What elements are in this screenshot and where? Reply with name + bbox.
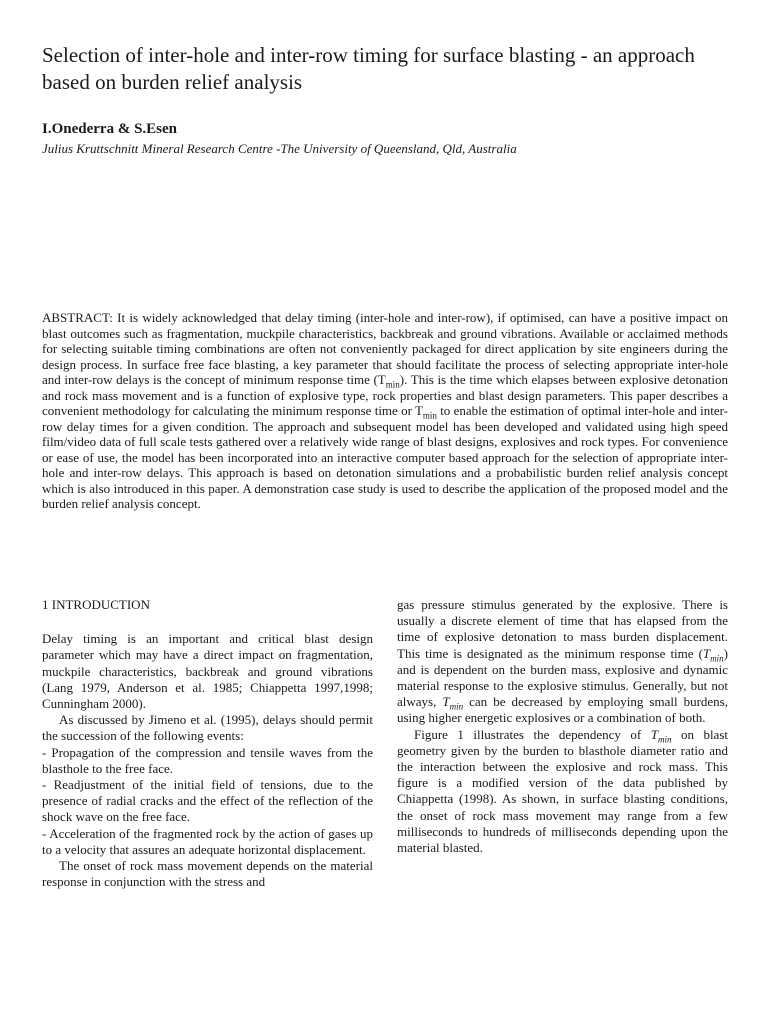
text-run: ) and is dependent on the burden mass, explosive and dynamic material response to the explosive stimulus. Generally, but not always, bbox=[397, 645, 728, 710]
intro-paragraph bbox=[397, 727, 728, 857]
tmin-subscript: min bbox=[710, 653, 724, 664]
event-list-item: - Acceleration of the fragmented rock by the action of gases up to a velocity that assures an adequate horizontal displacement. bbox=[42, 825, 373, 857]
tmin-subscript: min bbox=[385, 379, 400, 390]
paper-title: Selection of inter-hole and inter-row timing for surface blasting - an approach based on burden relief analysis bbox=[42, 43, 695, 94]
intro-paragraph bbox=[397, 597, 728, 727]
column-left bbox=[42, 597, 373, 890]
tmin-symbol bbox=[702, 645, 724, 664]
section-heading: 1 INTRODUCTION bbox=[42, 597, 150, 612]
paper-authors: I.Onederra & S.Esen bbox=[42, 121, 177, 137]
tmin-letter: T bbox=[702, 645, 711, 661]
text-run: can be decreased by employing small burdens, using higher energetic explosives or a combination of both. bbox=[397, 694, 728, 726]
text-run: on blast geometry given by the burden to blasthole diameter ratio and the interaction between the explosive and rock mass. This figure is a modified version of the data published by Chiappetta (1998). As shown, in surface blasting conditions, the onset of rock mass movement may range from a few milliseconds to hundreds of milliseconds depending upon the material blasted. bbox=[397, 726, 729, 856]
abstract-part-3: to enable the estimation of optimal inter-hole and inter-row delay times for a given condition. The approach and subsequent model has been developed and validated using high speed film/video data of full scale tests gathered over a relatively wide range of blast designs, explosives and rock types. For convenience or ease of use, the model has been incorporated into an interactive computer based approach for the selection of appropriate inter-hole and inter-row delays. This approach is based on detonation simulations and a probabilistic burden relief analysis concept which is also introduced in this paper. A demonstration case study is used to describe the application of the proposed model and the burden relief analysis concept. bbox=[42, 403, 728, 511]
tmin-symbol bbox=[442, 694, 464, 712]
event-list-item: - Readjustment of the initial field of tensions, due to the presence of radial cracks and the effect of the reflection of the shock wave on the free face. bbox=[42, 777, 373, 825]
abstract bbox=[42, 310, 728, 512]
tmin-subscript: min bbox=[657, 734, 672, 745]
abstract-part-2: ). This is the time which elapses between explosive detonation and rock mass movement and is a function of explosive type, rock properties and blast design parameters. This paper describes a convenient methodology for calculating the minimum response time or T bbox=[42, 372, 728, 418]
tmin-subscript: min bbox=[422, 410, 437, 421]
tmin-letter: T bbox=[442, 694, 450, 710]
text-run: Figure 1 illustrates the dependency of bbox=[414, 726, 651, 742]
text-run: gas pressure stimulus generated by the explosive. There is usually a discrete element of time that has elapsed from the time of explosive detonation to mass burden displacement. This time is designated as the minimum response time ( bbox=[397, 597, 728, 661]
column-right bbox=[397, 597, 728, 856]
intro-paragraph: The onset of rock mass movement depends on the material response in conjunction with the stress and bbox=[42, 858, 373, 890]
tmin-letter: T bbox=[650, 726, 658, 742]
abstract-part-1: ABSTRACT: It is widely acknowledged that delay timing (inter-hole and inter-row), if optimised, can have a positive impact on blast outcomes such as fragmentation, muckpile characteristics, backbreak and ground vibrations. Available or acclaimed methods for selecting suitable timing combinations are often not conveniently packaged for direct application by site engineers during the design process. In surface free face blasting, a key parameter that should facilitate the process of selecting appropriate inter-hole and inter-row delays is the concept of minimum response time (T bbox=[42, 310, 728, 387]
event-list-item: - Propagation of the compression and tensile waves from the blasthole to the free face. bbox=[42, 744, 373, 776]
tmin-symbol bbox=[650, 726, 672, 745]
tmin-subscript: min bbox=[449, 701, 464, 712]
intro-paragraph: Delay timing is an important and critical blast design parameter which may have a direct impact on fragmentation, muckpile characteristics, backbreak and ground vibrations (Lang 1979, Anderson et al. 1985; Chiappetta 1997,1998; Cunningham 2000). bbox=[42, 631, 373, 712]
paper-affiliation: Julius Kruttschnitt Mineral Research Centre -The University of Queensland, Qld, Australia bbox=[42, 141, 517, 156]
intro-paragraph: As discussed by Jimeno et al. (1995), delays should permit the succession of the following events: bbox=[42, 712, 373, 744]
